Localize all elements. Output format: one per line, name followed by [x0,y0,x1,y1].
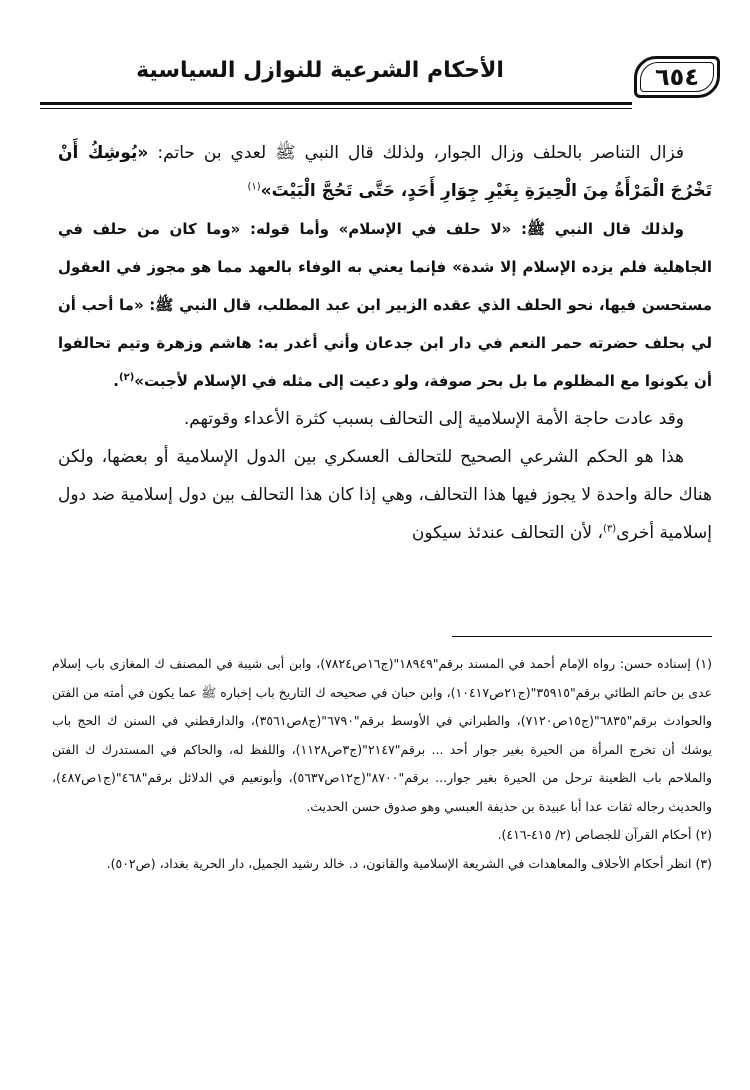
paragraph-2-rest: فإنما يعني به الوفاء بالعهد مما هو مجوز في العقول مستحسن فيها، نحو الحلف الذي عقده الزبير ابن عبد المطلب، قال النبي ﷺ: [58,258,712,314]
footnote-2: (٢) أحكام القرآن للجصاص (٢/ ٤١٥-٤١٦). [497,827,712,842]
paragraph-4-end: ، لأن التحالف عندئذ سيكون [411,523,604,543]
footnote-1: (١) إسناده حسن: رواه الإمام أحمد في المسند برقم"١٨٩٤٩"(ج١٦ص٧٨٢٤)، وابن أبى شيبة في المصنف ك المغازى باب إسلام عدى بن حاتم الطائي برقم"٣٥٩١٥"(ج٢١ص١٠٤١٧)، وابن حبان في صحيحه ك التاريخ باب إخباره ﷺ عما يكون في أمته من الفتن والحوادث برقم"٦٨٣٥"(ج١٥ص٧١٢٠)، والطبراني في الأوسط برقم"٦٧٩٠"(ج٨ص٣٥٦١)، والدارقطني في السنن ك الحج باب يوشك أن تخرج المرأة من الحيرة بغير جوار أحد ... برقم"٢١٤٧"(ج٣ص١١٢٨)، واللفظ له، والحاكم في المستدرك ك الفتن والملاحم باب الظعينة ترحل من الحيرة بغير جوار... برقم"٨٧٠٠"(ج١٢ص٥٦٣٧)، وأبونعيم في الدلائل برقم"٤٦٨"(ج١ص٤٨٧)، والحديث رجاله ثقات عدا أبا عبيدة بن حذيفة العبسي وهو صدوق حسن الحديث. [52,656,713,814]
hadith-quote-3: «وما كان من حلف في الجاهلية فلم يزده الإسلام إلا شدة» [58,220,712,276]
hadith-quote-2: «لا حلف في الإسلام» [338,220,512,238]
header-rule-thin [40,108,632,109]
header-rule [40,102,632,105]
paragraph-2: ولذلك قال النبي ﷺ: «لا حلف في الإسلام» وأما قوله: «وما كان من حلف في الجاهلية فلم يزده الإسلام إلا شدة» فإنما يعني به الوفاء بالعهد مما هو مجوز في العقول مستحسن فيها، نحو الحلف الذي عقده الزبير ابن عبد المطلب، قال النبي ﷺ: «ما أحب أن لي بحلف حضرته حمر النعم في دار ابن جدعان وأني أغدر به: هاشم وزهرة وتيم تحالفوا أن يكونوا مع المظلوم ما بل بحر صوفة، ولو دعيت إلى مثله في الإسلام لأجبت»$^{(٢)}$. [58,220,712,390]
page-number: ٦٥٤ [655,63,699,91]
running-title: الأحكام الشرعية للنوازل السياسية [136,58,504,83]
footnotes [52,650,712,878]
paragraph-3: وقد عادت حاجة الأمة الإسلامية إلى التحالف بسبب كثرة الأعداء وقوتهم. [183,409,684,429]
paragraph-4 [58,438,712,552]
footnote-separator [452,636,712,637]
paragraph-2-mid: وأما قوله: [240,220,339,238]
paragraph-4-text: هذا هو الحكم الشرعي الصحيح للتحالف العسكري بين الدول الإسلامية أو بعضها، ولكن هناك حالة واحدة لا يجوز فيها هذا التحالف، وهي إذا كان هذا التحالف بين دول إسلامية ضد دول إسلامية أخرى [58,447,712,543]
footnote-ref-1: (١) [247,181,261,193]
hadith-quote-4: «ما أحب أن لي بحلف حضرته حمر النعم في دار ابن جدعان وأني أغدر به: هاشم وزهرة وتيم تحالفوا أن يكونوا مع المظلوم ما بل بحر صوفة، ولو دعيت إلى مثله في الإسلام لأجبت» [58,296,712,390]
paragraph-2-start: ولذلك قال النبي ﷺ: [511,220,684,238]
main-text [58,134,712,552]
paragraph-1-text: فزال التناصر بالحلف وزال الجوار، ولذلك قال النبي ﷺ لعدي بن حاتم: [157,143,685,163]
footnote-ref-2: (٢) [119,372,135,383]
page-header [40,50,720,110]
hadith-quote-1: «يُوشِكُ أَنْ تَخْرُجَ الْمَرْأَةُ مِنَ الْحِيرَةِ بِغَيْرِ جِوَارِ أَحَدٍ، حَتَّى تَحُجَّ الْبَيْتَ» [58,143,712,201]
page-number-frame [634,56,720,98]
footnote-3: (٣) انظر أحكام الأحلاف والمعاهدات في الشريعة الإسلامية والقانون، د. خالد رشيد الجميل، دار الحرية بغداد، (ص٥٠٢). [106,855,712,871]
paragraph-1 [58,134,712,210]
footnote-ref-3: (٣) [603,523,617,535]
